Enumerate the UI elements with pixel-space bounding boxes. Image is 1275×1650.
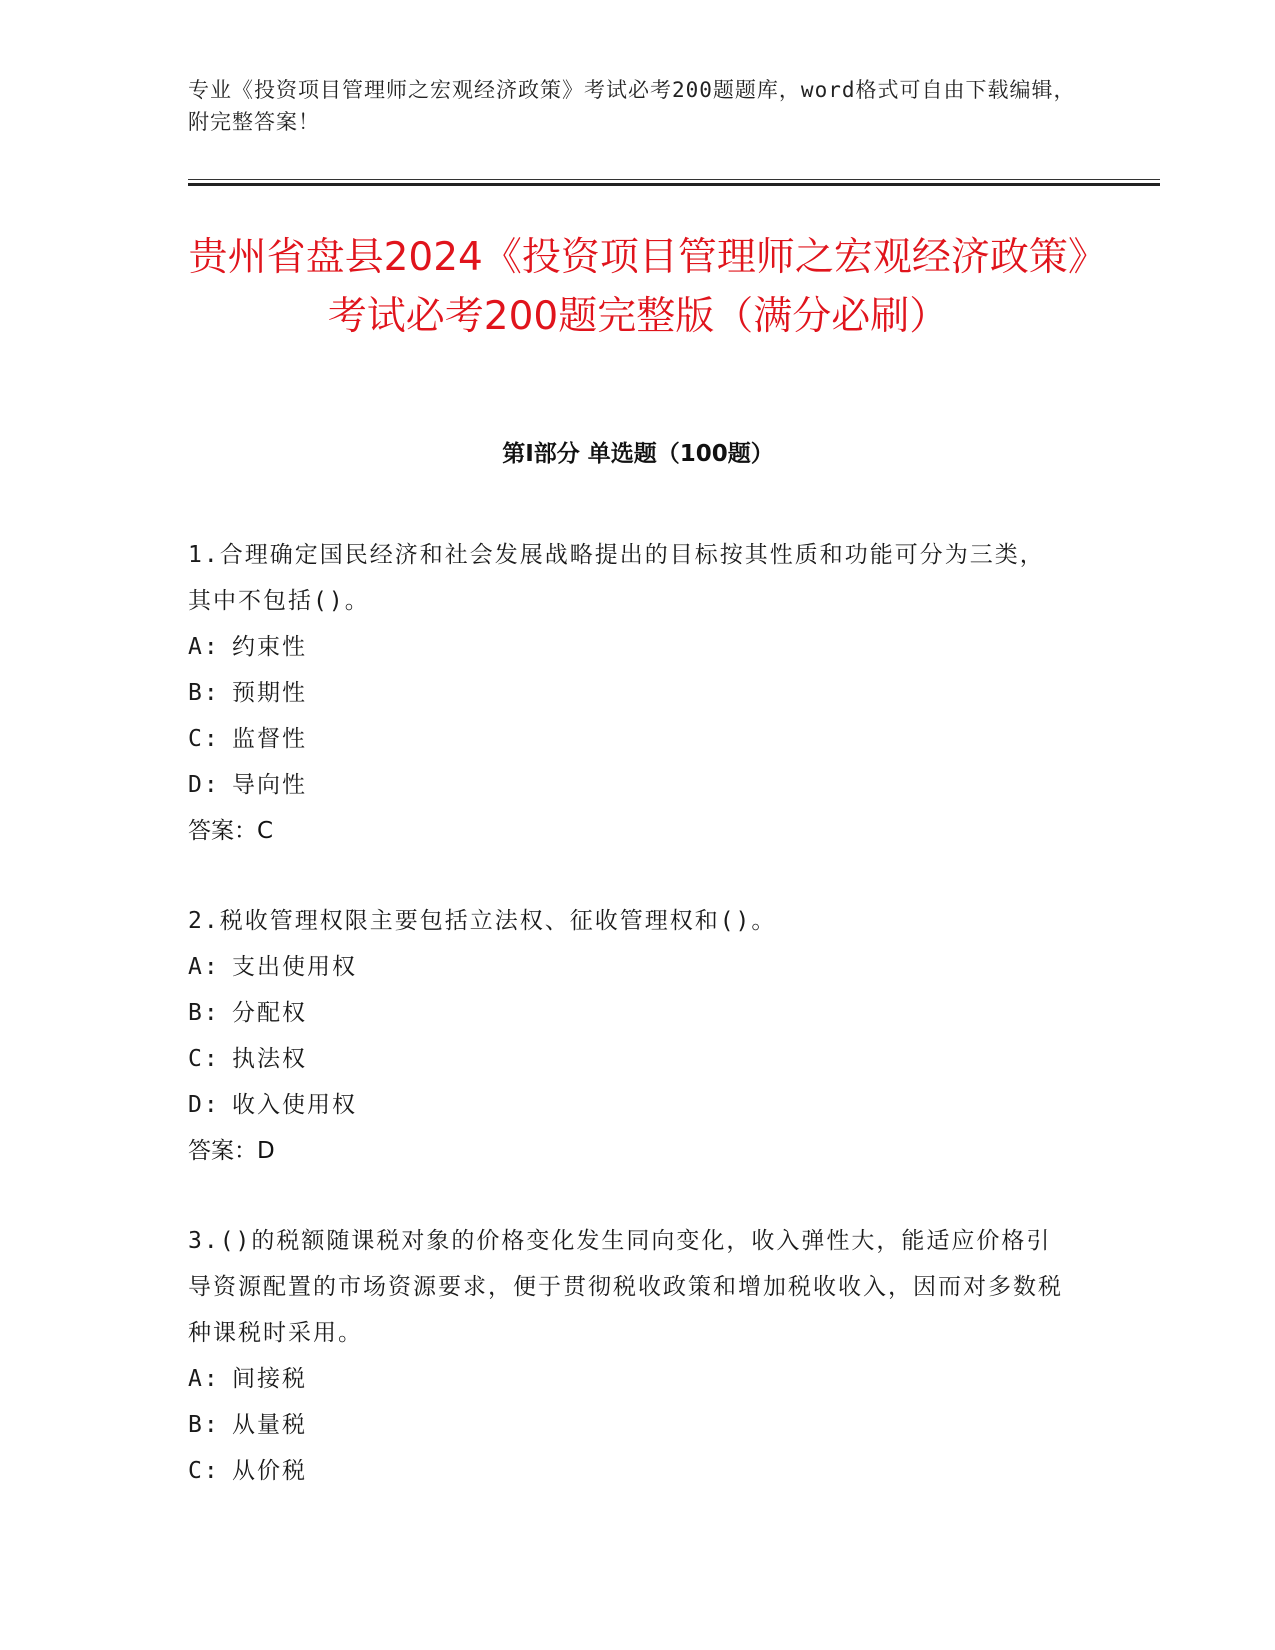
option-key: B: bbox=[188, 1000, 220, 1026]
option-c bbox=[188, 1036, 1068, 1082]
option-text: 分配权 bbox=[232, 1000, 307, 1026]
option-d bbox=[188, 762, 1068, 808]
option-b bbox=[188, 1402, 1068, 1448]
option-key: A: bbox=[188, 954, 220, 980]
option-key: A: bbox=[188, 634, 220, 660]
option-text: 从量税 bbox=[232, 1412, 307, 1438]
header-divider-thin bbox=[188, 179, 1160, 180]
option-text: 收入使用权 bbox=[232, 1092, 357, 1118]
option-key: B: bbox=[188, 680, 220, 706]
question-stem: 1.合理确定国民经济和社会发展战略提出的目标按其性质和功能可分为三类，其中不包括()。 bbox=[188, 542, 1045, 614]
document-title: 贵州省盘县2024《投资项目管理师之宏观经济政策》考试必考200题完整版（满分必刷） bbox=[188, 235, 1088, 339]
option-a bbox=[188, 624, 1068, 670]
option-a bbox=[188, 944, 1068, 990]
answer: 答案：C bbox=[188, 818, 274, 844]
question-1 bbox=[188, 532, 1068, 854]
section-title: 第Ⅰ部分 单选题（100题） bbox=[502, 441, 774, 467]
answer: 答案：D bbox=[188, 1138, 275, 1164]
question-stem: 2.税收管理权限主要包括立法权、征收管理权和()。 bbox=[188, 908, 777, 934]
option-d bbox=[188, 1082, 1068, 1128]
option-b bbox=[188, 990, 1068, 1036]
option-key: D: bbox=[188, 772, 220, 798]
option-text: 监督性 bbox=[232, 726, 307, 752]
option-c bbox=[188, 716, 1068, 762]
option-b bbox=[188, 670, 1068, 716]
question-2 bbox=[188, 898, 1068, 1174]
option-key: C: bbox=[188, 1458, 220, 1484]
option-c bbox=[188, 1448, 1068, 1494]
question-stem: 3.()的税额随课税对象的价格变化发生同向变化，收入弹性大，能适应价格引导资源配置的市场资源要求，便于贯彻税收政策和增加税收收入，因而对多数税种课税时采用。 bbox=[188, 1228, 1063, 1346]
option-text: 预期性 bbox=[232, 680, 307, 706]
option-text: 约束性 bbox=[232, 634, 307, 660]
option-a bbox=[188, 1356, 1068, 1402]
option-text: 执法权 bbox=[232, 1046, 307, 1072]
option-text: 支出使用权 bbox=[232, 954, 357, 980]
option-key: A: bbox=[188, 1366, 220, 1392]
option-text: 从价税 bbox=[232, 1458, 307, 1484]
header-note: 专业《投资项目管理师之宏观经济政策》考试必考200题题库，word格式可自由下载编辑，附完整答案！ bbox=[188, 78, 1076, 134]
question-list bbox=[188, 532, 1068, 1538]
option-key: C: bbox=[188, 1046, 220, 1072]
option-key: B: bbox=[188, 1412, 220, 1438]
option-text: 间接税 bbox=[232, 1366, 307, 1392]
option-text: 导向性 bbox=[232, 772, 307, 798]
header-divider-thick bbox=[188, 183, 1160, 186]
option-key: D: bbox=[188, 1092, 220, 1118]
option-key: C: bbox=[188, 726, 220, 752]
question-3 bbox=[188, 1218, 1068, 1494]
